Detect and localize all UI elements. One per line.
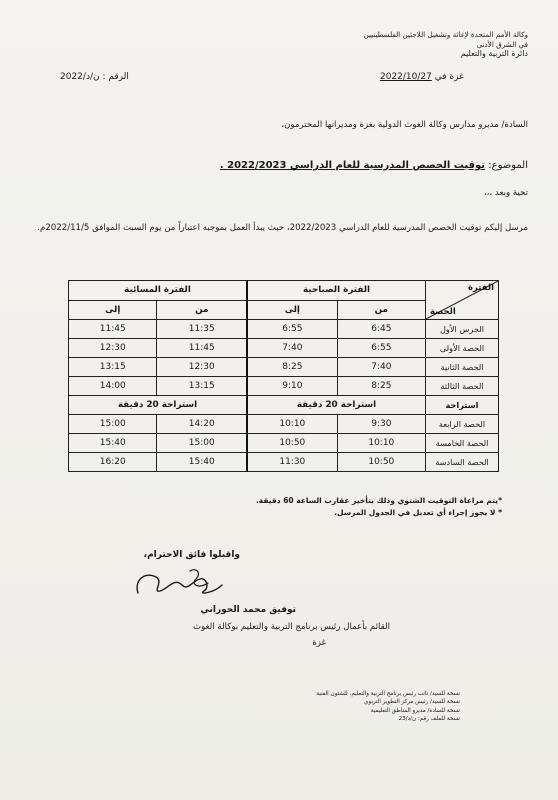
closing-regards: واقبلوا فائق الاحترام، <box>143 550 240 560</box>
cc-line: نسخة للملف رقم: ن/د/23 <box>398 716 460 723</box>
org-line: وكالة الأمم المتحدة لإغاثة وتشغيل اللاجئين الفلسطينيين <box>363 30 528 39</box>
evening-to: 11:45 <box>69 320 157 339</box>
cc-line: نسخة للسيد/ نائب رئيس برنامج التربية والتعليم، للشئون الفنية <box>316 691 460 697</box>
morning-from: 6:45 <box>337 320 425 339</box>
notes <box>256 495 502 519</box>
table-row <box>69 320 499 339</box>
schedule-table <box>68 280 499 472</box>
morning-from: 8:25 <box>337 377 425 396</box>
evening-to: 15:00 <box>69 415 157 434</box>
evening-from: 14:20 <box>157 415 247 434</box>
org-line: في الشرق الأدنى <box>476 39 528 49</box>
period-label: الحصة الرابعة <box>426 415 499 434</box>
morning-to: 6:55 <box>247 320 337 339</box>
subject-text: توقيت الحصص المدرسية للعام الدراسي 2022/2023 . <box>219 160 486 171</box>
morning-break: استراحة 20 دقيقة <box>247 396 425 415</box>
org-line: دائرة التربية والتعليم <box>460 49 528 59</box>
evening-from: 11:35 <box>157 320 247 339</box>
evening-to: 16:20 <box>69 453 157 472</box>
letter-body: مرسل إليكم توقيت الحصص المدرسية للعام الدراسي 2022/2023، حيث يبدأ العمل بموجبه اعتباراً من يوم السبت الموافق 2022/11/5م. <box>37 223 528 233</box>
morning-header: الفترة الصباحية <box>247 281 425 301</box>
date-value: 2022/10/27 <box>380 72 432 82</box>
evening-from: 13:15 <box>157 377 247 396</box>
subject-line <box>220 160 528 171</box>
evening-to: 14:00 <box>69 377 157 396</box>
handwritten-signature <box>130 563 226 603</box>
period-label: الحصة الأولى <box>426 339 499 358</box>
evening-from-header: من <box>157 300 247 320</box>
evening-from: 15:40 <box>157 453 247 472</box>
morning-to-header: إلى <box>247 300 337 320</box>
evening-to: 12:30 <box>69 339 157 358</box>
morning-to: 10:10 <box>247 415 337 434</box>
signer-name: توفيق محمد الحوراني <box>200 605 296 615</box>
letter-date <box>380 72 464 82</box>
morning-from: 9:30 <box>337 415 425 434</box>
corner-bottom-label: الحصة <box>430 307 456 317</box>
morning-to: 7:40 <box>247 339 337 358</box>
morning-to: 11:30 <box>247 453 337 472</box>
evening-from: 11:45 <box>157 339 247 358</box>
table-row <box>69 358 499 377</box>
break-label: استراحة <box>426 396 499 415</box>
cc-list <box>316 690 460 724</box>
corner-top-label: الفترة <box>468 283 494 293</box>
evening-to: 15:40 <box>69 434 157 453</box>
evening-from: 12:30 <box>157 358 247 377</box>
table-row <box>69 339 499 358</box>
table-row <box>69 434 499 453</box>
period-label: الحصة الخامسة <box>426 434 499 453</box>
morning-from: 6:55 <box>337 339 425 358</box>
date-label: غزة في <box>434 72 464 82</box>
subject-label: الموضوع: <box>488 160 528 171</box>
morning-to: 8:25 <box>247 358 337 377</box>
reference-number: الرقم : ن/د/2022 <box>60 72 129 82</box>
cc-line: نسخة للسيد/ رئيس مركز التطوير التربوي <box>364 699 460 706</box>
corner-header <box>426 281 499 320</box>
table-row <box>69 415 499 434</box>
note-line: * لا يجوز إجراء أي تعديل في الجدول المرسل. <box>334 508 502 517</box>
morning-from: 10:50 <box>337 453 425 472</box>
morning-from-header: من <box>337 300 425 320</box>
morning-from: 7:40 <box>337 358 425 377</box>
period-label: الجرس الأول <box>426 320 499 339</box>
greeting: تحية وبعد ،،، <box>483 188 528 198</box>
note-line: *يتم مراعاة التوقيت الشتوي وذلك بتأخير عقارب الساعة 60 دقيقة. <box>255 496 502 505</box>
table-row <box>69 453 499 472</box>
organization-header <box>363 30 528 59</box>
evening-break: استراحة 20 دقيقة <box>69 396 248 415</box>
evening-from: 15:00 <box>157 434 247 453</box>
morning-from: 10:10 <box>337 434 425 453</box>
morning-to: 9:10 <box>247 377 337 396</box>
break-row <box>69 396 499 415</box>
evening-header: الفترة المسائية <box>69 281 248 301</box>
period-label: الحصة الثالثة <box>426 377 499 396</box>
addressee: السادة/ مديرو مدارس وكالة الغوث الدولية بغزة ومديراتها المحترمون، <box>281 120 528 130</box>
period-label: الحصة الثانية <box>426 358 499 377</box>
signer-title: القائم بأعمال رئيس برنامج التربية والتعليم بوكالة الغوث <box>193 622 390 632</box>
evening-to: 13:15 <box>69 358 157 377</box>
evening-to-header: إلى <box>69 300 157 320</box>
period-label: الحصة السادسة <box>426 453 499 472</box>
cc-line: نسخة للسادة/ مديرو المناطق التعليمية <box>370 707 460 714</box>
table-row <box>69 377 499 396</box>
morning-to: 10:50 <box>247 434 337 453</box>
signer-city: غزة <box>312 638 326 648</box>
